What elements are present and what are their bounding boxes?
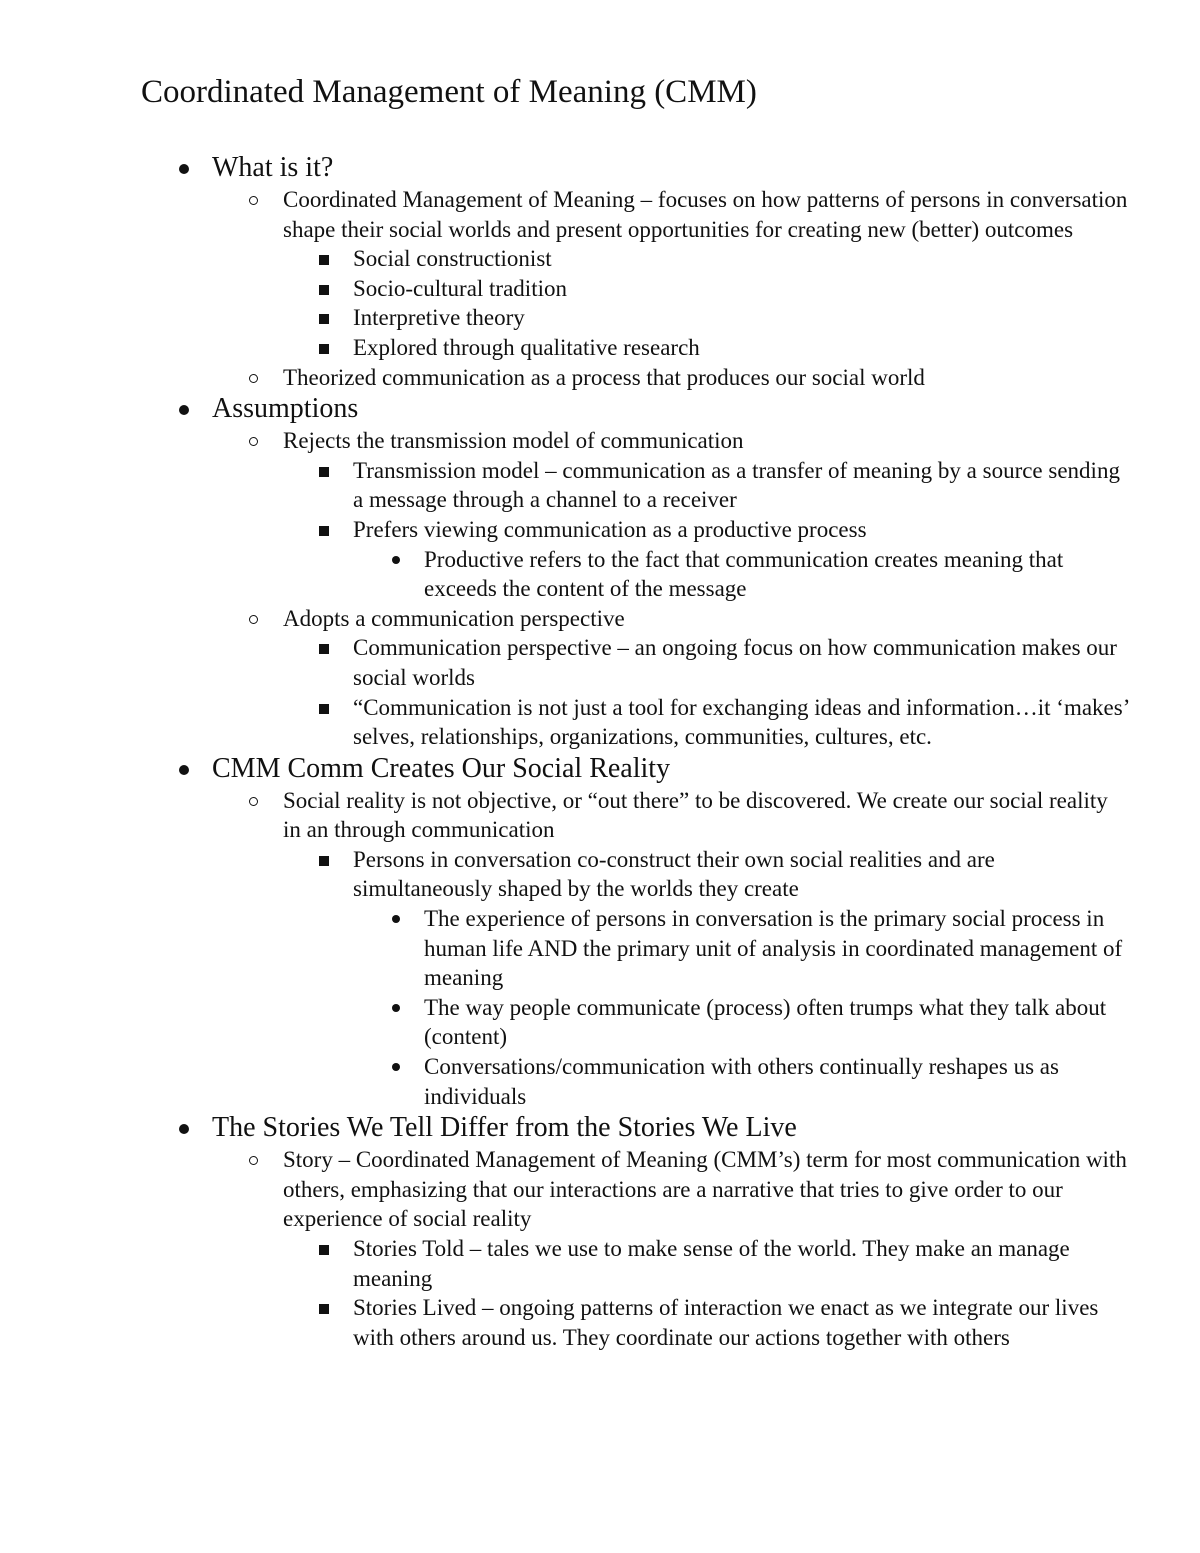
outline-item-text: Rejects the transmission model of communication	[283, 428, 744, 454]
outline-item-level-2	[0, 426, 1200, 604]
square-bullet-icon	[319, 285, 329, 295]
outline-sublist	[0, 545, 1200, 604]
outline-item-text: Story – Coordinated Management of Meaning (CMM’s) term for most communication with others, emphasizing that our interactions are a narrative that tries to give order to our experience of social reality	[283, 1147, 1127, 1232]
outline-sublist	[0, 1145, 1200, 1352]
outline-item-text: Transmission model – communication as a transfer of meaning by a source sending a message through a channel to a receiver	[353, 457, 1120, 513]
square-bullet-icon	[319, 644, 329, 654]
outline-item-row	[0, 904, 1134, 993]
outline-item-text: Social reality is not objective, or “out there” to be discovered. We create our social reality in an through communication	[283, 787, 1108, 843]
outline-item-row	[0, 244, 1133, 274]
outline-item-row	[0, 1293, 1133, 1352]
outline-item-text: Adopts a communication perspective	[283, 605, 625, 631]
filled-circle-bullet-icon	[179, 765, 189, 775]
outline-item-level-4	[0, 1052, 1200, 1111]
outline-item-level-2	[0, 604, 1200, 752]
outline-item-row	[0, 426, 1131, 456]
outline-sublist	[0, 426, 1200, 752]
outline-item-row	[0, 363, 1131, 393]
square-bullet-icon	[319, 1304, 329, 1314]
outline-sublist	[0, 845, 1200, 1111]
hollow-circle-bullet-icon	[249, 1156, 258, 1165]
outline-item-text: Communication perspective – an ongoing focus on how communication makes our social worlds	[353, 635, 1117, 690]
filled-circle-bullet-icon	[392, 915, 400, 923]
outline-item-row	[0, 1145, 1131, 1234]
square-bullet-icon	[319, 526, 329, 536]
filled-circle-bullet-icon	[179, 164, 189, 174]
square-bullet-icon	[319, 856, 329, 866]
outline-item-level-4	[0, 545, 1200, 604]
outline-item-level-3	[0, 333, 1200, 363]
square-bullet-icon	[319, 314, 329, 324]
outline-item-text: Assumptions	[212, 393, 359, 425]
outline-item-text: Persons in conversation co-construct their own social realities and are simultaneously shaped by the worlds they create	[353, 846, 995, 902]
outline-item-row	[0, 633, 1133, 692]
outline-item-row	[0, 456, 1133, 515]
outline-item-level-3	[0, 1234, 1200, 1293]
outline-item-row	[0, 274, 1133, 304]
outline-item-row	[0, 1111, 1142, 1145]
outline-item-level-2	[0, 363, 1200, 393]
outline-item-text: “Communication is not just a tool for exchanging ideas and information…it ‘makes’ selves, relationships, organizations, communities, cultures, etc.	[353, 694, 1129, 750]
outline-item-row	[0, 392, 1142, 426]
outline-item-text: Stories Told – tales we use to make sense of the world. They make an manage meaning	[353, 1236, 1070, 1291]
outline-item-text: Stories Lived – ongoing patterns of interaction we enact as we integrate our lives with others around us. They coordinate our actions together with others	[353, 1295, 1099, 1350]
outline-item-row	[0, 604, 1131, 634]
filled-circle-bullet-icon	[179, 405, 189, 415]
outline-item-level-2	[0, 1145, 1200, 1352]
outline-item-text: Social constructionist	[353, 246, 552, 272]
outline-item-level-3	[0, 633, 1200, 692]
outline-item-level-3	[0, 845, 1200, 1111]
outline-item-text: CMM Comm Creates Our Social Reality	[212, 752, 671, 784]
hollow-circle-bullet-icon	[249, 797, 258, 806]
outline-item-row	[0, 993, 1134, 1052]
page-title: Coordinated Management of Meaning (CMM)	[141, 74, 757, 110]
outline-item-level-3	[0, 515, 1200, 604]
filled-circle-bullet-icon	[392, 556, 400, 564]
square-bullet-icon	[319, 467, 329, 477]
outline-item-level-3	[0, 693, 1200, 752]
outline-item-text: Coordinated Management of Meaning – focuses on how patterns of persons in conversation shape their social worlds and present opportunities for creating new (better) outcomes	[283, 187, 1128, 242]
square-bullet-icon	[319, 344, 329, 354]
outline-item-level-3	[0, 1293, 1200, 1352]
outline-item-text: Prefers viewing communication as a productive process	[353, 516, 867, 542]
outline-sublist	[0, 786, 1200, 1112]
outline-item-row	[0, 786, 1131, 845]
filled-circle-bullet-icon	[392, 1004, 400, 1012]
outline-item-row	[0, 1052, 1134, 1111]
outline-item-row	[0, 693, 1133, 752]
outline-item-row	[0, 303, 1133, 333]
hollow-circle-bullet-icon	[249, 615, 258, 624]
outline-item-level-3	[0, 303, 1200, 333]
outline-item-row	[0, 515, 1133, 545]
outline-item-level-4	[0, 993, 1200, 1052]
outline-item-text: Socio-cultural tradition	[353, 275, 567, 301]
outline-sublist	[0, 1234, 1200, 1352]
outline-item-row	[0, 545, 1134, 604]
outline-item-text: Explored through qualitative research	[353, 334, 700, 360]
outline-item-row	[0, 845, 1133, 904]
square-bullet-icon	[319, 1245, 329, 1255]
outline-item-text: Theorized communication as a process that produces our social world	[283, 364, 925, 390]
outline-item-row	[0, 185, 1131, 244]
outline-item-level-2	[0, 185, 1200, 363]
outline-item-text: Productive refers to the fact that communication creates meaning that exceeds the content of the message	[424, 546, 1064, 602]
hollow-circle-bullet-icon	[249, 437, 258, 446]
outline-list	[0, 151, 1200, 1352]
outline-item-row	[0, 333, 1133, 363]
outline-item-level-3	[0, 274, 1200, 304]
outline-sublist	[0, 244, 1200, 362]
outline-item-level-1	[0, 1111, 1200, 1352]
outline-sublist	[0, 633, 1200, 751]
filled-circle-bullet-icon	[392, 1063, 400, 1071]
outline-item-level-3	[0, 456, 1200, 515]
outline-item-row	[0, 1234, 1133, 1293]
outline-item-text: What is it?	[212, 152, 334, 183]
hollow-circle-bullet-icon	[249, 196, 258, 205]
outline-item-level-3	[0, 244, 1200, 274]
outline-item-text: The way people communicate (process) often trumps what they talk about (content)	[424, 994, 1107, 1050]
outline-item-level-4	[0, 904, 1200, 993]
outline-item-row	[0, 151, 1142, 185]
outline-item-text: Conversations/communication with others continually reshapes us as individuals	[424, 1054, 1059, 1109]
outline-item-text: The Stories We Tell Differ from the Stories We Live	[212, 1112, 797, 1144]
outline-item-level-1	[0, 392, 1200, 752]
outline-item-level-2	[0, 786, 1200, 1112]
outline-item-level-1	[0, 752, 1200, 1112]
outline-sublist	[0, 456, 1200, 604]
square-bullet-icon	[319, 255, 329, 265]
outline-item-row	[0, 752, 1142, 786]
outline-sublist	[0, 185, 1200, 392]
square-bullet-icon	[319, 704, 329, 714]
outline-item-text: Interpretive theory	[353, 305, 525, 331]
outline-sublist	[0, 904, 1200, 1111]
hollow-circle-bullet-icon	[249, 374, 258, 383]
filled-circle-bullet-icon	[179, 1124, 189, 1134]
outline-item-level-1	[0, 151, 1200, 392]
outline-item-text: The experience of persons in conversation is the primary social process in human life AND the primary unit of analysis in coordinated management of meaning	[424, 906, 1123, 991]
